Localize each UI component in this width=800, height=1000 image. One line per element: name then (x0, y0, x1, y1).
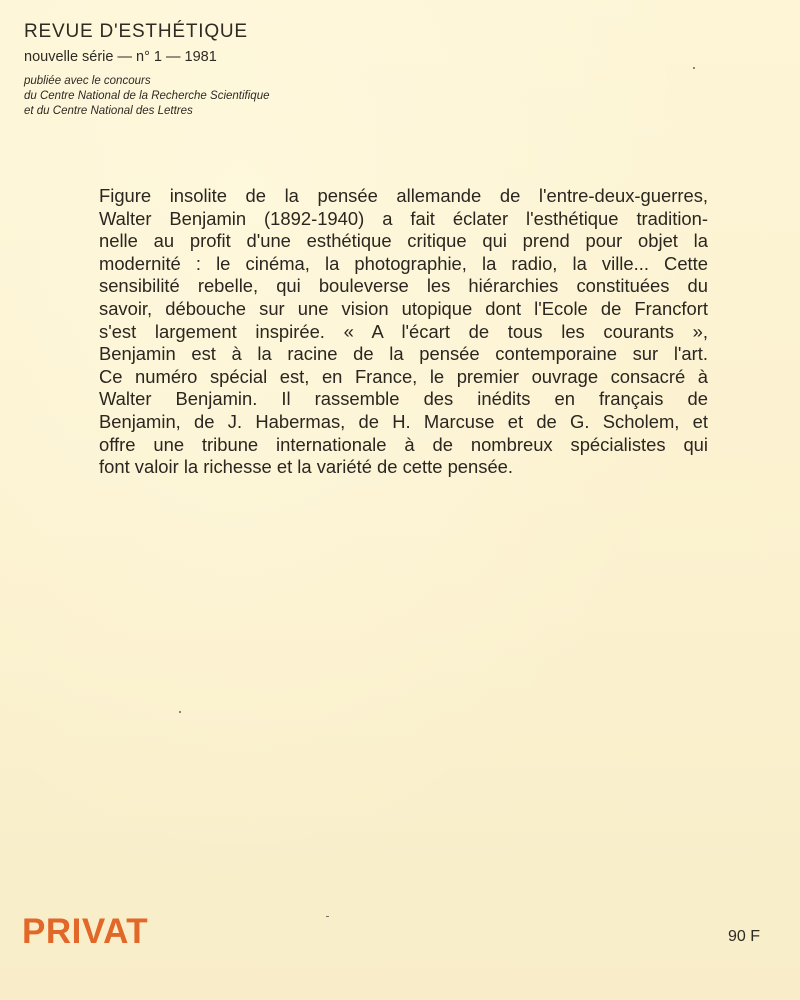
paragraph-line: Ce numéro spécial est, en France, le premier ouvrage consacré à (99, 365, 708, 387)
paragraph-line: Walter Benjamin (1892-1940) a fait éclater l'esthétique tradition- (99, 207, 708, 229)
sponsor-credits (24, 74, 269, 119)
credit-line: publiée avec le concours (24, 75, 151, 87)
paragraph-line: s'est largement inspirée. « A l'écart de tous les courants », (99, 320, 708, 342)
paragraph-line: sensibilité rebelle, qui bouleverse les hiérarchies constituées du (99, 275, 708, 297)
price-label: 90 F (728, 928, 761, 945)
paragraph-line: Walter Benjamin. Il rassemble des inédits en français de (99, 388, 708, 410)
paragraph-line: Figure insolite de la pensée allemande de l'entre-deux-guerres, (99, 185, 708, 206)
paragraph-line: font valoir la richesse et la variété de cette pensée. (99, 456, 514, 478)
paragraph-line: modernité : le cinéma, la photographie, la radio, la ville... Cette (99, 252, 708, 274)
journal-title: REVUE D'ESTHÉTIQUE (24, 21, 248, 42)
publisher-logo: PRIVAT (22, 912, 149, 951)
series-info: nouvelle série — n° 1 — 1981 (24, 49, 217, 65)
paragraph-line: offre une tribune internationale à de nombreux spécialistes qui (99, 433, 708, 455)
paper-speck (179, 711, 181, 713)
credit-line: et du Centre National des Lettres (24, 105, 193, 117)
paper-speck (326, 916, 329, 917)
paragraph-line: Benjamin, de J. Habermas, de H. Marcuse et de G. Scholem, et (99, 410, 708, 432)
paragraph-line: Benjamin est à la racine de la pensée contemporaine sur l'art. (99, 343, 708, 365)
paragraph-line: nelle au profit d'une esthétique critique qui prend pour objet la (99, 230, 708, 252)
paper-speck (693, 67, 695, 69)
paragraph-line: savoir, débouche sur une vision utopique dont l'Ecole de Francfort (99, 297, 708, 319)
description-paragraph (99, 185, 708, 479)
credit-line: du Centre National de la Recherche Scientifique (24, 90, 270, 102)
